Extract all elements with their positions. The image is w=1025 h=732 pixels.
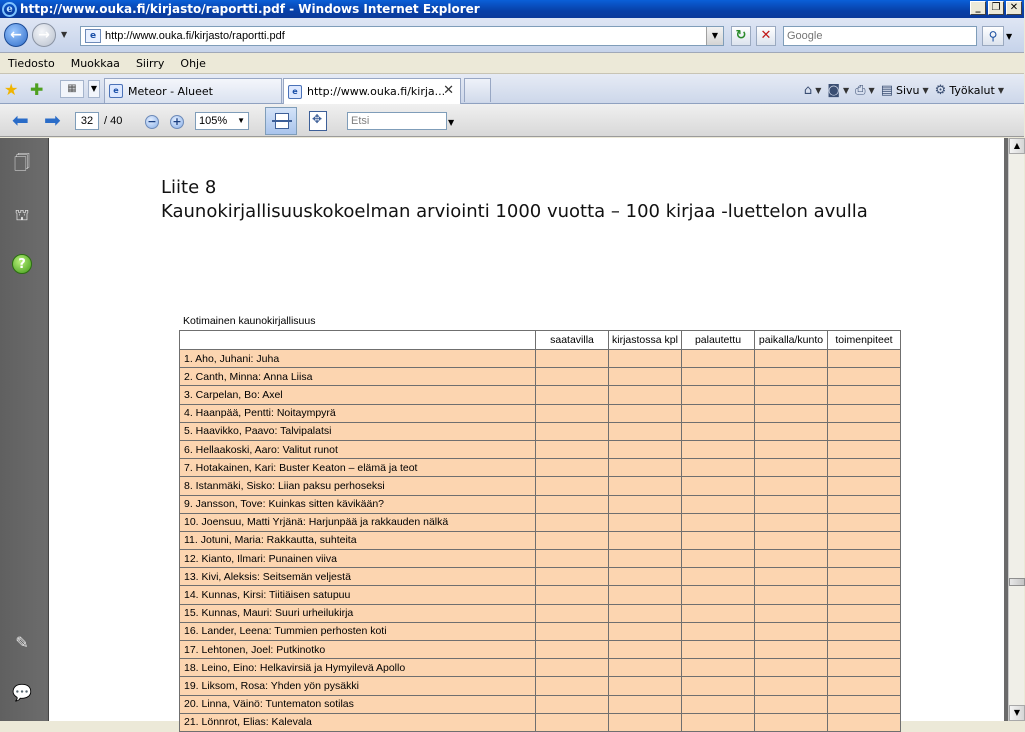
tab-bar	[0, 74, 1024, 104]
empty-cell	[682, 404, 755, 422]
address-field[interactable]	[80, 26, 724, 46]
stop-icon: ✕	[760, 28, 772, 43]
page-favicon-icon: e	[109, 84, 123, 98]
table-row	[180, 495, 901, 513]
empty-cell	[755, 622, 828, 640]
empty-cell	[755, 531, 828, 549]
table-row	[180, 659, 901, 677]
scroll-thumb[interactable]	[1009, 578, 1025, 586]
empty-cell	[609, 459, 682, 477]
quick-tabs-button[interactable]	[60, 80, 84, 98]
zoom-out-icon: −	[147, 115, 157, 128]
forward-button[interactable]	[32, 23, 56, 47]
book-title-cell: 20. Linna, Väinö: Tuntematon sotilas	[180, 695, 536, 713]
book-title-cell: 7. Hotakainen, Kari: Buster Keaton – elämä ja teot	[180, 459, 536, 477]
empty-cell	[828, 695, 901, 713]
empty-cell	[536, 677, 609, 695]
empty-cell	[828, 386, 901, 404]
column-header-returned: palautettu	[682, 331, 755, 350]
empty-cell	[828, 622, 901, 640]
book-title-cell: 16. Lander, Leena: Tummien perhosten koti	[180, 622, 536, 640]
internet-explorer-icon: e	[2, 2, 17, 17]
table-row	[180, 677, 901, 695]
column-header-title	[180, 331, 536, 350]
empty-cell	[609, 531, 682, 549]
empty-cell	[682, 568, 755, 586]
table-row	[180, 550, 901, 568]
empty-cell	[755, 495, 828, 513]
empty-cell	[682, 604, 755, 622]
empty-cell	[755, 422, 828, 440]
empty-cell	[682, 695, 755, 713]
pdf-navigation-panel	[0, 138, 46, 721]
empty-cell	[755, 459, 828, 477]
empty-cell	[682, 495, 755, 513]
menu-help[interactable]: Ohje	[180, 56, 206, 70]
page-number-input[interactable]	[75, 112, 99, 130]
page-menu-button[interactable]: ▤ Sivu ▼	[880, 82, 929, 98]
empty-cell	[828, 677, 901, 695]
empty-cell	[536, 586, 609, 604]
empty-cell	[828, 459, 901, 477]
empty-cell	[682, 622, 755, 640]
window-title: http://www.ouka.fi/kirjasto/raportti.pdf - Windows Internet Explorer	[20, 2, 480, 16]
empty-cell	[682, 659, 755, 677]
find-options-dropdown[interactable]: ▼	[448, 118, 455, 127]
empty-cell	[755, 604, 828, 622]
find-field[interactable]	[347, 112, 447, 130]
empty-cell	[755, 641, 828, 659]
table-row	[180, 641, 901, 659]
empty-cell	[682, 386, 755, 404]
table-row	[180, 404, 901, 422]
empty-cell	[828, 713, 901, 731]
refresh-button[interactable]	[731, 26, 751, 46]
empty-cell	[609, 386, 682, 404]
maximize-button[interactable]: ❐	[988, 1, 1004, 15]
table-row	[180, 459, 901, 477]
book-title-cell: 3. Carpelan, Bo: Axel	[180, 386, 536, 404]
empty-cell	[536, 641, 609, 659]
address-dropdown-button[interactable]: ▼	[706, 27, 723, 45]
zoom-select[interactable]	[195, 112, 249, 130]
comments-icon[interactable]: 💬	[12, 683, 32, 702]
home-button[interactable]: ⌂ ▼	[803, 82, 822, 98]
fit-page-button[interactable]	[309, 111, 327, 131]
empty-cell	[755, 586, 828, 604]
tab-meteor[interactable]	[104, 78, 282, 103]
table-row	[180, 695, 901, 713]
new-tab-button[interactable]	[464, 78, 491, 102]
empty-cell	[828, 495, 901, 513]
column-header-library-count: kirjastossa kpl	[609, 331, 682, 350]
appendix-label: Liite 8	[161, 177, 217, 198]
gear-icon: ⚙	[934, 82, 947, 98]
empty-cell	[828, 568, 901, 586]
empty-cell	[609, 677, 682, 695]
document-title: Kaunokirjallisuuskokoelman arviointi 1000 vuotta – 100 kirjaa -luettelon avulla	[161, 201, 868, 222]
empty-cell	[828, 659, 901, 677]
empty-cell	[682, 513, 755, 531]
next-page-button[interactable]	[44, 110, 61, 130]
book-title-cell: 9. Jansson, Tove: Kuinkas sitten kävikään?	[180, 495, 536, 513]
column-header-actions: toimenpiteet	[828, 331, 901, 350]
search-options-dropdown[interactable]: ▼	[1006, 32, 1013, 41]
scroll-down-button[interactable]: ▼	[1009, 705, 1025, 721]
empty-cell	[536, 550, 609, 568]
table-row	[180, 586, 901, 604]
empty-cell	[755, 404, 828, 422]
table-header-row	[180, 331, 901, 350]
empty-cell	[609, 422, 682, 440]
empty-cell	[828, 531, 901, 549]
document-heading	[161, 176, 921, 224]
pdf-viewer	[46, 138, 1008, 729]
empty-cell	[536, 495, 609, 513]
book-title-cell: 19. Liksom, Rosa: Yhden yön pysäkki	[180, 677, 536, 695]
empty-cell	[609, 641, 682, 659]
feeds-button[interactable]: ◙ ▼	[827, 82, 850, 98]
table-row	[180, 513, 901, 531]
page-menu-label: Sivu	[895, 83, 920, 97]
address-toolbar	[0, 18, 1024, 53]
tab-label: Meteor - Alueet	[128, 84, 213, 98]
zoom-in-icon: +	[172, 115, 182, 128]
home-icon: ⌂	[803, 82, 813, 98]
page-total: / 40	[104, 115, 123, 127]
tab-raportti-pdf[interactable]	[283, 78, 461, 104]
empty-cell	[536, 513, 609, 531]
forward-arrow-icon: →	[38, 27, 50, 43]
page-favicon-icon: e	[85, 29, 101, 43]
empty-cell	[536, 422, 609, 440]
empty-cell	[828, 368, 901, 386]
empty-cell	[609, 659, 682, 677]
table-row	[180, 713, 901, 731]
table-row	[180, 440, 901, 458]
book-title-cell: 4. Haanpää, Pentti: Noitaympyrä	[180, 404, 536, 422]
empty-cell	[682, 586, 755, 604]
empty-cell	[609, 368, 682, 386]
fit-width-button[interactable]	[265, 107, 297, 135]
empty-cell	[755, 550, 828, 568]
empty-cell	[828, 350, 901, 368]
printer-icon: ⎙	[855, 82, 866, 98]
table-row	[180, 477, 901, 495]
empty-cell	[609, 513, 682, 531]
empty-cell	[755, 695, 828, 713]
table-row	[180, 531, 901, 549]
search-button[interactable]	[982, 26, 1004, 46]
empty-cell	[755, 713, 828, 731]
address-input[interactable]	[105, 30, 705, 42]
zoom-out-button[interactable]	[145, 115, 159, 129]
left-arrow-icon: ⬅	[12, 108, 29, 132]
empty-cell	[536, 459, 609, 477]
book-title-cell: 21. Lönnrot, Elias: Kalevala	[180, 713, 536, 731]
empty-cell	[755, 677, 828, 695]
empty-cell	[536, 713, 609, 731]
back-arrow-icon: ←	[10, 27, 22, 43]
empty-cell	[828, 586, 901, 604]
add-favorite-icon[interactable]: ✚	[30, 80, 44, 99]
print-button[interactable]: ⎙ ▼	[855, 82, 875, 98]
empty-cell	[828, 641, 901, 659]
search-field[interactable]	[783, 26, 977, 46]
empty-cell	[755, 513, 828, 531]
empty-cell	[682, 368, 755, 386]
find-placeholder: Etsi	[351, 115, 370, 127]
empty-cell	[828, 477, 901, 495]
tab-label: http://www.ouka.fi/kirja...	[307, 85, 446, 98]
empty-cell	[828, 440, 901, 458]
empty-cell	[536, 368, 609, 386]
book-title-cell: 12. Kianto, Ilmari: Punainen viiva	[180, 550, 536, 568]
empty-cell	[682, 531, 755, 549]
empty-cell	[755, 568, 828, 586]
empty-cell	[536, 477, 609, 495]
book-title-cell: 13. Kivi, Aleksis: Seitsemän veljestä	[180, 568, 536, 586]
recent-pages-dropdown[interactable]: ▼	[61, 30, 68, 39]
vertical-scrollbar[interactable]	[1008, 138, 1024, 721]
empty-cell	[536, 604, 609, 622]
page-favicon-icon: e	[288, 85, 302, 99]
table-row	[180, 568, 901, 586]
refresh-icon: ↻	[735, 28, 747, 43]
empty-cell	[755, 659, 828, 677]
book-title-cell: 2. Canth, Minna: Anna Liisa	[180, 368, 536, 386]
empty-cell	[609, 495, 682, 513]
favorites-star-icon[interactable]: ★	[4, 80, 19, 99]
book-title-cell: 6. Hellaakoski, Aaro: Valitut runot	[180, 440, 536, 458]
tab-list-dropdown[interactable]: ▼	[88, 80, 100, 98]
empty-cell	[609, 568, 682, 586]
table-row	[180, 386, 901, 404]
empty-cell	[682, 459, 755, 477]
empty-cell	[682, 350, 755, 368]
empty-cell	[609, 404, 682, 422]
fit-width-icon	[275, 113, 289, 129]
stop-button[interactable]	[756, 26, 776, 46]
books-table	[179, 330, 901, 732]
empty-cell	[609, 550, 682, 568]
empty-cell	[609, 350, 682, 368]
menu-bar	[0, 53, 1024, 74]
book-title-cell: 17. Lehtonen, Joel: Putkinotko	[180, 641, 536, 659]
empty-cell	[755, 350, 828, 368]
close-window-button[interactable]: ✕	[1006, 1, 1022, 15]
table-row	[180, 604, 901, 622]
book-title-cell: 10. Joensuu, Matti Yrjänä: Harjunpää ja rakkauden nälkä	[180, 513, 536, 531]
empty-cell	[755, 477, 828, 495]
pdf-toolbar	[0, 104, 1024, 137]
menu-go[interactable]: Siirry	[135, 56, 165, 70]
chevron-down-icon: ▼	[237, 116, 245, 125]
empty-cell	[609, 586, 682, 604]
previous-page-button[interactable]	[12, 110, 29, 130]
pdf-page	[48, 138, 1004, 729]
empty-cell	[682, 677, 755, 695]
book-title-cell: 14. Kunnas, Kirsi: Tiitiäisen satupuu	[180, 586, 536, 604]
table-row	[180, 422, 901, 440]
empty-cell	[828, 550, 901, 568]
right-arrow-icon: ➡	[44, 108, 61, 132]
back-button[interactable]	[4, 23, 28, 47]
rss-feed-icon: ◙	[827, 82, 840, 98]
empty-cell	[536, 440, 609, 458]
empty-cell	[828, 604, 901, 622]
empty-cell	[755, 368, 828, 386]
book-title-cell: 8. Istanmäki, Sisko: Liian paksu perhoseksi	[180, 477, 536, 495]
zoom-value: 105%	[199, 115, 228, 127]
empty-cell	[609, 713, 682, 731]
empty-cell	[682, 477, 755, 495]
attachment-paperclip-icon[interactable]: ✎	[15, 633, 29, 652]
scroll-up-button[interactable]: ▲	[1009, 138, 1025, 154]
magnifier-icon: ⚲	[988, 29, 998, 43]
empty-cell	[536, 404, 609, 422]
command-bar	[804, 80, 1024, 100]
empty-cell	[536, 531, 609, 549]
empty-cell	[828, 422, 901, 440]
table-caption: Kotimainen kaunokirjallisuus	[183, 315, 316, 327]
table-row	[180, 350, 901, 368]
zoom-in-button[interactable]	[170, 115, 184, 129]
book-title-cell: 1. Aho, Juhani: Juha	[180, 350, 536, 368]
empty-cell	[609, 695, 682, 713]
empty-cell	[536, 659, 609, 677]
empty-cell	[609, 477, 682, 495]
close-tab-icon[interactable]: ✕	[443, 83, 454, 98]
book-title-cell: 11. Jotuni, Maria: Rakkautta, suhteita	[180, 531, 536, 549]
grid-icon: ▦	[67, 83, 77, 94]
binoculars-icon[interactable]: ⛫	[14, 205, 30, 224]
help-icon[interactable]: ?	[12, 254, 32, 274]
empty-cell	[755, 386, 828, 404]
window-title-bar	[0, 0, 1024, 18]
empty-cell	[682, 440, 755, 458]
empty-cell	[682, 422, 755, 440]
empty-cell	[609, 622, 682, 640]
empty-cell	[609, 604, 682, 622]
table-row	[180, 622, 901, 640]
tools-menu-button[interactable]: ⚙ Työkalut ▼	[934, 82, 1004, 98]
empty-cell	[682, 550, 755, 568]
empty-cell	[536, 386, 609, 404]
empty-cell	[536, 350, 609, 368]
search-input[interactable]	[787, 30, 975, 42]
column-header-available: saatavilla	[536, 331, 609, 350]
empty-cell	[755, 440, 828, 458]
book-title-cell: 18. Leino, Eino: Helkavirsiä ja Hymyilevä Apollo	[180, 659, 536, 677]
book-title-cell: 5. Haavikko, Paavo: Talvipalatsi	[180, 422, 536, 440]
pages-icon[interactable]: 🗍	[14, 153, 30, 172]
empty-cell	[828, 404, 901, 422]
empty-cell	[536, 568, 609, 586]
table-row	[180, 368, 901, 386]
book-title-cell: 15. Kunnas, Mauri: Suuri urheilukirja	[180, 604, 536, 622]
window-controls	[970, 1, 1022, 15]
tools-menu-label: Työkalut	[949, 83, 995, 97]
column-header-condition: paikalla/kunto	[755, 331, 828, 350]
page-icon: ▤	[880, 82, 893, 98]
empty-cell	[828, 513, 901, 531]
menu-edit[interactable]: Muokkaa	[70, 56, 120, 70]
menu-file[interactable]: Tiedosto	[8, 56, 55, 70]
empty-cell	[682, 713, 755, 731]
empty-cell	[536, 695, 609, 713]
empty-cell	[536, 622, 609, 640]
empty-cell	[682, 641, 755, 659]
minimize-button[interactable]: _	[970, 1, 986, 15]
empty-cell	[609, 440, 682, 458]
